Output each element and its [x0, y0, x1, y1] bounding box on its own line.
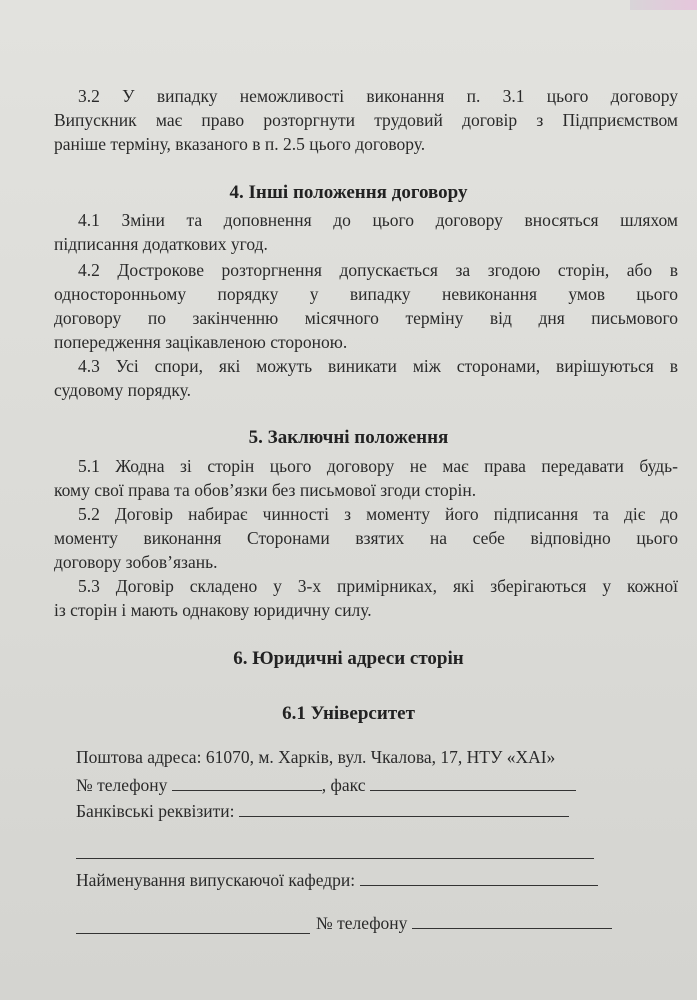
department-label: Найменування випускаючої кафедри:: [76, 870, 356, 890]
paragraph-4-1: [54, 208, 678, 256]
text-line: підписання додаткових угод.: [54, 234, 268, 254]
fax-label: , факс: [321, 775, 366, 795]
phone-blank-line: [172, 776, 322, 791]
text-line: договору зобов’язань.: [54, 552, 218, 572]
text-line: 5.3 Договір складено у 3-х примірниках, які зберігаються у кожної: [78, 576, 678, 596]
department-row: [76, 870, 598, 891]
department-phone-row: [316, 913, 612, 934]
fax-blank-line: [370, 776, 576, 791]
text-line: Випускник має право розторгнути трудовий договір з Підприємством: [54, 110, 678, 130]
text-line: односторонньому порядку у випадку невиконання умов цього: [54, 284, 678, 304]
bank-blank-line-2: [76, 858, 594, 859]
section-6-title: 6. Юридичні адреси сторін: [233, 648, 464, 669]
text-line: 3.2 У випадку неможливості виконання п. 3.1 цього договору: [78, 86, 678, 106]
text-line: 5.2 Договір набирає чинності з моменту його підписання та діє до: [78, 504, 678, 524]
phone-label: № телефону: [76, 775, 168, 795]
text-line: 4.2 Дострокове розторгнення допускається за згодою сторін, або в: [78, 260, 678, 280]
text-line: 5.1 Жодна зі сторін цього договору не має права передавати будь-: [78, 456, 678, 476]
paragraph-4-2: [54, 258, 678, 354]
paragraph-5-2: [54, 502, 678, 574]
department-phone-blank-line: [412, 914, 612, 929]
text-line: 4.1 Зміни та доповнення до цього договору вносяться шляхом: [78, 210, 678, 230]
bank-blank-line: [239, 802, 569, 817]
text-line: кому свої права та обов’язки без письмової згоди сторін.: [54, 480, 477, 500]
department-phone-label: № телефону: [316, 913, 408, 933]
paragraph-4-3: [54, 354, 678, 402]
postal-address: Поштова адреса: 61070, м. Харків, вул. Чкалова, 17, НТУ «ХАІ»: [76, 747, 556, 767]
paragraph-5-3: [54, 574, 678, 622]
text-line: раніше терміну, вказаного в п. 2.5 цього договору.: [54, 134, 426, 154]
department-name-blank-line: [76, 933, 310, 934]
paragraph-5-1: [54, 454, 678, 502]
text-line: судовому порядку.: [54, 380, 192, 400]
text-line: моменту виконання Сторонами взятих на себе відповідно цього: [54, 528, 678, 548]
text-line: попередження зацікавленою стороною.: [54, 332, 348, 352]
section-5-title: 5. Заключні положення: [248, 427, 449, 448]
paragraph-3-2: [54, 84, 678, 156]
bank-label: Банківські реквізити:: [76, 801, 235, 821]
department-blank-line: [360, 871, 598, 886]
text-line: із сторін і мають однакову юридичну силу.: [54, 600, 372, 620]
bank-row: [76, 801, 569, 822]
phone-fax-row: [76, 775, 576, 796]
text-line: 4.3 Усі спори, які можуть виникати між сторонами, вирішуються в: [78, 356, 678, 376]
section-4-title: 4. Інші положення договору: [229, 182, 468, 203]
page-edge: [630, 0, 697, 10]
text-line: договору по закінченню місячного терміну від дня письмового: [54, 308, 678, 328]
section-6-1-title: 6.1 Університет: [282, 703, 415, 724]
